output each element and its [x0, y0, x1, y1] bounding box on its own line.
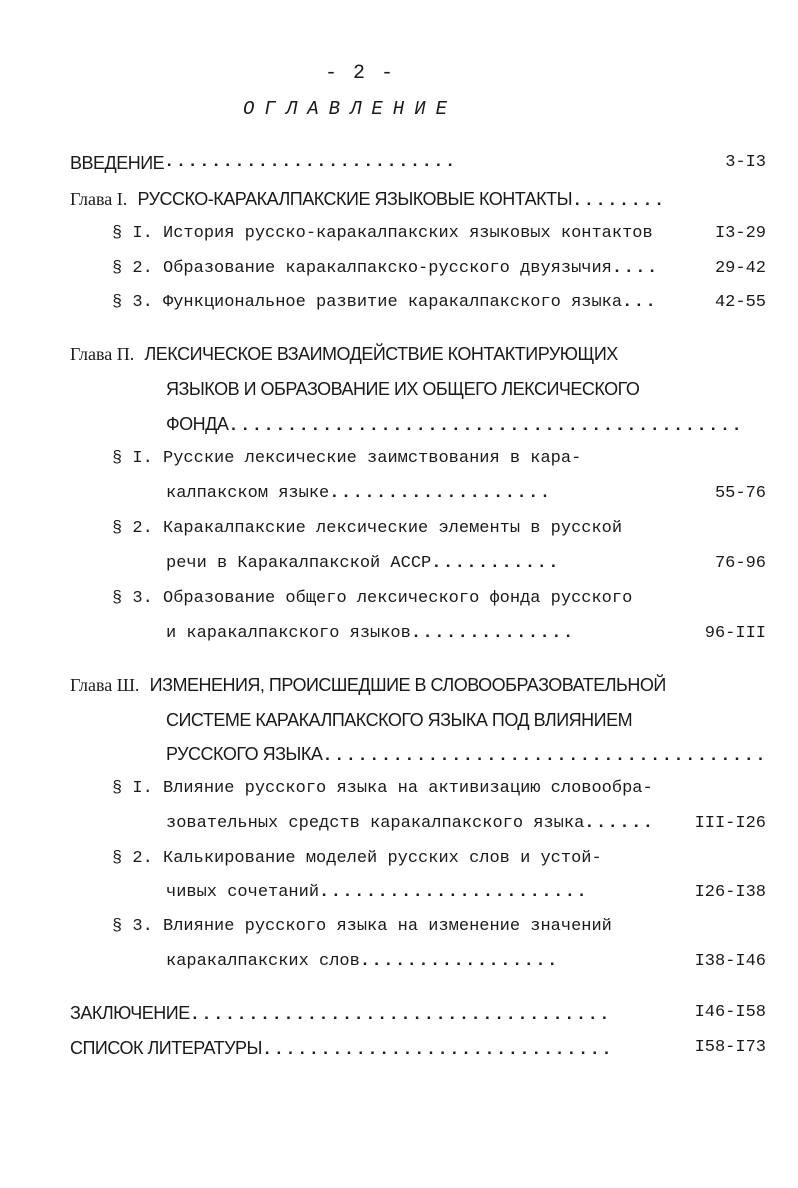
page-number: - 2 -: [324, 62, 395, 85]
toc-entry-references: [70, 1035, 613, 1061]
leader-dots: ....: [611, 259, 659, 278]
chapter-title-line3: РУССКОГО ЯЗЫКА: [166, 744, 323, 764]
section-title-line1: Калькирование моделей русских слов и устой-: [163, 849, 602, 868]
chapter-prefix: Глава Ш.: [70, 675, 140, 695]
section-number: § I.: [112, 449, 153, 468]
section-title-line2: чивых сочетаний: [166, 883, 320, 902]
section-title-line2: каракалпакских слов: [166, 952, 360, 971]
section-title-line2: речи в Каракалпакской АССР: [166, 554, 432, 573]
leader-dots: ..............: [410, 624, 575, 643]
entry-label: ЗАКЛЮЧЕНИЕ: [70, 1003, 190, 1023]
page-range: 55-76: [714, 484, 766, 503]
toc-chapter-3: [70, 672, 666, 698]
leader-dots: ........: [572, 192, 666, 211]
leader-dots: ......................................: [322, 747, 768, 766]
leader-dots: ...........: [431, 554, 560, 573]
page-range: 3-I3: [725, 153, 766, 172]
chapter-prefix: Глава П.: [70, 344, 135, 364]
section-title-line2: и каракалпакского языков: [166, 624, 411, 643]
toc-chapter-2-cont: [166, 376, 639, 402]
toc-title: ОГЛАВЛЕНИЕ: [242, 98, 458, 120]
chapter-title-line2: СИСТЕМЕ КАРАКАЛПАКСКОГО ЯЗЫКА ПОД ВЛИЯНИЕМ: [166, 710, 633, 730]
page-range: 42-55: [714, 293, 766, 312]
toc-section-cont: [166, 811, 655, 837]
page-range: I38-I46: [694, 952, 766, 971]
leader-dots: ...................: [329, 484, 552, 503]
toc-section: [112, 586, 632, 612]
section-number: § 2.: [112, 519, 153, 538]
toc-section-cont: [166, 880, 588, 906]
section-number: § 3.: [112, 293, 153, 312]
toc-section-cont: [166, 949, 559, 975]
section-number: § I.: [112, 779, 153, 798]
toc-section: [112, 290, 657, 316]
page-range: I58-I73: [694, 1038, 766, 1057]
section-number: § 2.: [112, 849, 153, 868]
chapter-title-line2: ЯЗЫКОВ И ОБРАЗОВАНИЕ ИХ ОБЩЕГО ЛЕКСИЧЕСКОГО: [166, 379, 640, 399]
chapter-title-line3: ФОНДА: [166, 414, 229, 434]
toc-section-cont: [166, 621, 575, 647]
section-title-line1: Влияние русского языка на активизацию словообра-: [163, 779, 653, 798]
toc-section-cont: [166, 481, 552, 507]
toc-chapter-2-cont: [166, 411, 743, 437]
section-number: § 3.: [112, 589, 153, 608]
toc-chapter-3-cont: [166, 707, 632, 733]
chapter-title-line1: ЛЕКСИЧЕСКОЕ ВЗАИМОДЕЙСТВИЕ КОНТАКТИРУЮЩИХ: [144, 344, 618, 364]
section-title-line2: калпакском языке: [166, 484, 330, 503]
leader-dots: .................: [359, 952, 559, 971]
leader-dots: .........................: [164, 153, 457, 172]
toc-section-cont: [166, 551, 560, 577]
section-title: Функциональное развитие каракалпакского языка: [163, 293, 623, 312]
leader-dots: ...: [622, 293, 658, 312]
toc-chapter-2: [70, 341, 618, 367]
page-range: I3-29: [714, 224, 766, 243]
page-range: I26-I38: [694, 883, 766, 902]
page-range: 29-42: [714, 259, 766, 278]
toc-section: [112, 446, 581, 472]
leader-dots: .......................: [319, 883, 589, 902]
toc-entry-introduction: [70, 150, 457, 176]
entry-label: СПИСОК ЛИТЕРАТУРЫ: [70, 1038, 262, 1058]
page-range: III-I26: [694, 814, 766, 833]
section-number: § 2.: [112, 259, 153, 278]
chapter-prefix: Глава I.: [70, 189, 128, 209]
section-number: § I.: [112, 224, 153, 243]
toc-section: [112, 221, 653, 247]
section-title-line2: зовательных средств каракалпакского языка: [166, 814, 585, 833]
page-range: 76-96: [714, 554, 766, 573]
toc-section: [112, 776, 653, 802]
section-number: § 3.: [112, 917, 153, 936]
toc-section: [112, 846, 602, 872]
section-title-line1: Влияние русского языка на изменение значений: [163, 917, 612, 936]
toc-chapter-3-cont: [166, 741, 767, 767]
section-title: История русско-каракалпакских языковых контактов: [163, 224, 653, 243]
toc-chapter-1: [70, 186, 666, 212]
leader-dots: ..............................: [262, 1041, 614, 1060]
leader-dots: ............................................: [228, 417, 744, 436]
page-range: 96-III: [704, 624, 766, 643]
toc-section: [112, 256, 659, 282]
toc-section: [112, 516, 622, 542]
leader-dots: ......: [584, 814, 655, 833]
leader-dots: ....................................: [189, 1006, 611, 1025]
page-range: I46-I58: [694, 1003, 766, 1022]
chapter-title: РУССКО-КАРАКАЛПАКСКИЕ ЯЗЫКОВЫЕ КОНТАКТЫ: [137, 189, 573, 209]
toc-entry-conclusion: [70, 1000, 611, 1026]
chapter-title-line1: ИЗМЕНЕНИЯ, ПРОИСШЕДШИЕ В СЛОВООБРАЗОВАТЕЛЬНОЙ: [149, 675, 666, 695]
entry-label: ВВЕДЕНИЕ: [70, 153, 165, 173]
section-title-line1: Каракалпакские лексические элементы в русской: [163, 519, 623, 538]
section-title: Образование каракалпакско-русского двуязычия: [163, 259, 612, 278]
toc-section: [112, 914, 612, 940]
section-title-line1: Русские лексические заимствования в кара-: [163, 449, 582, 468]
section-title-line1: Образование общего лексического фонда русского: [163, 589, 633, 608]
